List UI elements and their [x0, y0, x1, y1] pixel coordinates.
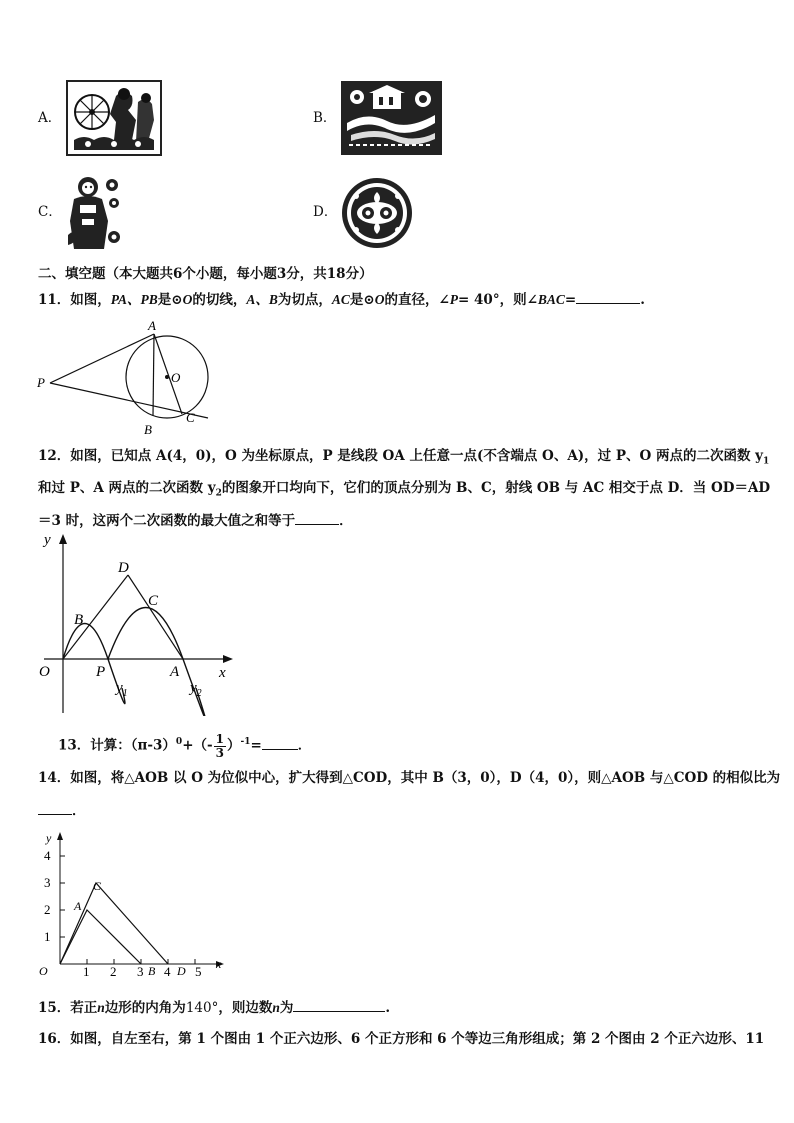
label-a: A	[170, 664, 180, 680]
segment-ac	[128, 575, 183, 659]
question-13-text: 13．计算：$(\pi-3)^0+(-$ $\frac{1}{3}$ ）$^{-1}$= ．	[58, 731, 312, 760]
papercut-landscape-image	[341, 81, 442, 155]
y-tick-1: 1	[44, 929, 51, 944]
label-c: C	[186, 410, 195, 425]
label-d: D	[118, 560, 129, 576]
label-b: B	[148, 964, 156, 978]
q12-parabola-figure	[30, 530, 240, 716]
answer-blank[interactable]	[576, 289, 640, 304]
label-a: A	[74, 899, 82, 913]
papercut-figure-image	[64, 175, 122, 251]
question-12-line2: 和过 P、A 两点的二次函数 $y_2$的图象开口均向下，它们的顶点分别为 B、C，射线 OB 与 AC 相交于点 D．当 OD＝AD	[38, 480, 771, 499]
question-16-line1: 16．如图，自左至右，第 1 个图由 1 个正六边形、6 个正方形和 6 个等边三角形组成；第 2 个图由 2 个正六边形、11	[38, 1031, 765, 1047]
x-tick-5: 5	[195, 964, 202, 979]
answer-blank[interactable]	[262, 735, 298, 750]
label-c: C	[93, 879, 102, 893]
question-14-line2: ．	[38, 800, 86, 821]
papercut-round-medallion-image	[340, 176, 414, 250]
question-14-line1: 14．如图，将△AOB 以 O 为位似中心，扩大得到△COD，其中 B（3，0），D（4，0），则△AOB 与△COD 的相似比为	[38, 770, 781, 786]
q11-circle-tangent-figure	[30, 316, 230, 440]
y-tick-2: 2	[44, 902, 51, 917]
label-x-axis: x	[216, 957, 222, 971]
label-x-axis: x	[219, 665, 226, 681]
label-o: O	[39, 664, 50, 680]
label-y-axis: y	[44, 532, 51, 548]
label-p: P	[37, 375, 45, 390]
chord-ab	[153, 334, 154, 416]
ray-ob	[63, 575, 128, 659]
question-15-text: 15．若正n边形的内角为140°，则边数n为 .	[38, 997, 390, 1018]
triangle-cod	[60, 883, 168, 964]
y-tick-4: 4	[44, 848, 51, 863]
option-c-label: C．	[38, 204, 62, 220]
label-b: B	[144, 422, 152, 437]
tangent-pa	[50, 334, 154, 383]
answer-blank[interactable]	[295, 510, 339, 525]
y-tick-3: 3	[44, 875, 51, 890]
x-tick-2: 2	[110, 964, 117, 979]
x-tick-3: 3	[137, 964, 144, 979]
answer-blank[interactable]	[38, 800, 72, 815]
section-title: 二、填空题（本大题共6个小题，每小题3分，共18分）	[38, 266, 373, 282]
question-12-line3: ＝3 时，这两个二次函数的最大值之和等于 ．	[38, 510, 353, 531]
papercut-spinning-wheel-image	[66, 80, 162, 156]
option-b-label: B．	[313, 110, 337, 126]
label-y-axis: y	[46, 831, 52, 845]
tangent-pb	[50, 383, 208, 418]
x-tick-1: 1	[83, 964, 90, 979]
label-y2: $y_2$	[190, 680, 202, 699]
label-o: O	[39, 964, 48, 978]
option-d-label: D．	[313, 204, 338, 220]
y-axis-arrow	[59, 534, 67, 544]
x-axis-arrow	[223, 655, 233, 663]
label-y1: $y_1$	[116, 680, 128, 699]
label-d: D	[177, 964, 186, 978]
q14-similar-triangles-figure	[30, 828, 230, 980]
fraction-one-third: $\frac{1}{3}$	[215, 731, 224, 760]
label-p: P	[96, 664, 106, 680]
question-11-text: 11．如图，PA、PB是⊙O的切线，A、B为切点，AC是⊙O的直径，∠P= 40°，则∠BAC= .	[38, 289, 645, 310]
label-a: A	[148, 318, 156, 333]
label-b: B	[74, 612, 84, 628]
label-o: O	[171, 370, 181, 385]
x-tick-4: 4	[164, 964, 171, 979]
option-a-label: A．	[38, 110, 62, 126]
question-12-line1: 12．如图，已知点 A(4，0)，O 为坐标原点，P 是线段 OA 上任意一点(不含端点 O、A)，过 P、O 两点的二次函数 $y_1$	[38, 448, 770, 467]
label-c: C	[148, 593, 159, 609]
y-axis-arrow	[57, 832, 63, 840]
answer-blank[interactable]	[293, 997, 385, 1012]
center-o-dot	[165, 375, 169, 379]
